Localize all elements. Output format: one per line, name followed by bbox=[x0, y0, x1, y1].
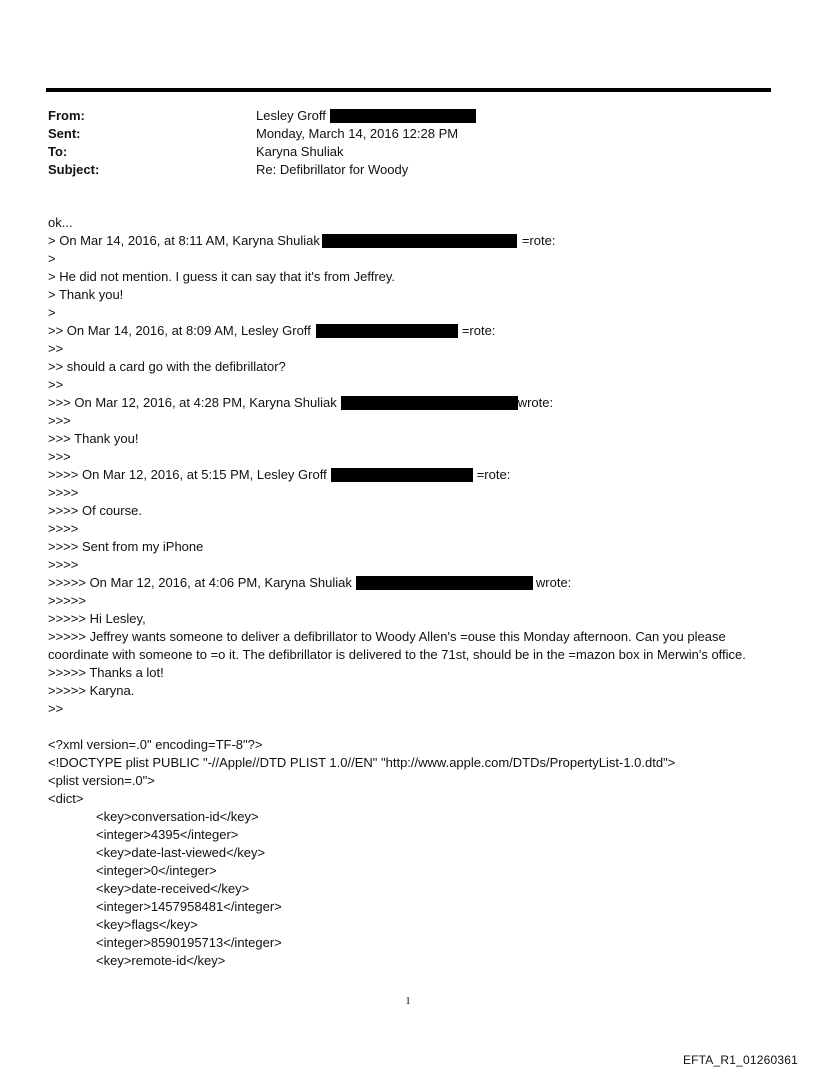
redaction-box bbox=[341, 396, 518, 410]
quote-header-line bbox=[48, 394, 768, 412]
quote-header-line bbox=[48, 466, 768, 484]
sent-value: Monday, March 14, 2016 12:28 PM bbox=[256, 126, 459, 141]
from-row bbox=[48, 107, 748, 125]
body-line: >> bbox=[48, 341, 64, 356]
body-line: > bbox=[48, 251, 56, 266]
body-line: > bbox=[48, 305, 56, 320]
xml-line: <!DOCTYPE plist PUBLIC "-//Apple//DTD PLIST 1.0//EN" "http://www.apple.com/DTDs/PropertyList-1.0.dtd"> bbox=[48, 755, 676, 770]
redaction-box bbox=[316, 324, 458, 338]
xml-line: <integer>0</integer> bbox=[96, 863, 217, 878]
subject-row bbox=[48, 161, 748, 179]
body-line: > He did not mention. I guess it can say that it's from Jeffrey. bbox=[48, 269, 396, 284]
quote-header-line bbox=[48, 574, 768, 592]
to-label: To: bbox=[48, 144, 68, 159]
redaction-box bbox=[330, 109, 476, 123]
to-row bbox=[48, 143, 748, 161]
xml-line: <?xml version=.0" encoding=TF-8"?> bbox=[48, 737, 263, 752]
subject-value: Re: Defibrillator for Woody bbox=[256, 162, 409, 177]
from-value bbox=[256, 107, 476, 125]
body-line: >>>>> Hi Lesley, bbox=[48, 611, 146, 626]
xml-line: <key>conversation-id</key> bbox=[96, 809, 259, 824]
quote-header-text: >>>>> On Mar 12, 2016, at 4:06 PM, Karyna Shuliak bbox=[48, 575, 352, 590]
quote-header-suffix: wrote: bbox=[535, 575, 572, 590]
body-line: >>>>> Karyna. bbox=[48, 683, 135, 698]
xml-line: <key>date-received</key> bbox=[96, 881, 250, 896]
quote-header-suffix: =rote: bbox=[521, 233, 556, 248]
header-rule bbox=[46, 88, 771, 92]
body-paragraph: >>>>> Jeffrey wants someone to deliver a defibrillator to Woody Allen's =ouse this Monday afternoon. Can you please coordinate with someone to =o it. The defibrillator is delivered to the 71st, should be in the =mazon box in Merwin's office. bbox=[48, 629, 746, 662]
body-line: >>>> bbox=[48, 557, 79, 572]
body-line: >>> bbox=[48, 449, 71, 464]
email-header bbox=[48, 107, 748, 179]
subject-label: Subject: bbox=[48, 162, 100, 177]
body-line: >>>> Sent from my iPhone bbox=[48, 539, 204, 554]
quote-header-suffix: =rote: bbox=[461, 323, 496, 338]
body-line: >>>> bbox=[48, 485, 79, 500]
quote-header-line bbox=[48, 232, 768, 250]
xml-line: <key>date-last-viewed</key> bbox=[96, 845, 266, 860]
quote-header-text: >>>> On Mar 12, 2016, at 5:15 PM, Lesley Groff bbox=[48, 467, 327, 482]
body-line: ok... bbox=[48, 215, 73, 230]
quote-header-text: > On Mar 14, 2016, at 8:11 AM, Karyna Shuliak bbox=[48, 233, 320, 248]
sent-row bbox=[48, 125, 748, 143]
quote-header-suffix: =rote: bbox=[476, 467, 511, 482]
sent-label: Sent: bbox=[48, 126, 81, 141]
xml-line: <integer>4395</integer> bbox=[96, 827, 239, 842]
to-value: Karyna Shuliak bbox=[256, 144, 344, 159]
body-line: >>> Thank you! bbox=[48, 431, 139, 446]
xml-line: <integer>1457958481</integer> bbox=[96, 899, 282, 914]
xml-line: <integer>8590195713</integer> bbox=[96, 935, 282, 950]
from-name: Lesley Groff bbox=[256, 108, 326, 123]
body-line: >>>>> Thanks a lot! bbox=[48, 665, 164, 680]
body-line: >>>> Of course. bbox=[48, 503, 142, 518]
body-line: >> should a card go with the defibrillator? bbox=[48, 359, 286, 374]
body-line: > Thank you! bbox=[48, 287, 124, 302]
body-line: >>>>> bbox=[48, 593, 86, 608]
redaction-box bbox=[331, 468, 473, 482]
body-line: >>>> bbox=[48, 521, 79, 536]
xml-line: <key>remote-id</key> bbox=[96, 953, 226, 968]
body-line: >> bbox=[48, 701, 64, 716]
email-body bbox=[48, 214, 768, 970]
page-number: 1 bbox=[405, 995, 411, 1007]
quote-header-text: >> On Mar 14, 2016, at 8:09 AM, Lesley Groff bbox=[48, 323, 311, 338]
quote-header-text: >>> On Mar 12, 2016, at 4:28 PM, Karyna Shuliak bbox=[48, 395, 337, 410]
quote-header-suffix: wrote: bbox=[517, 395, 554, 410]
xml-line: <key>flags</key> bbox=[96, 917, 198, 932]
blank-line bbox=[48, 718, 768, 736]
from-label: From: bbox=[48, 108, 85, 123]
xml-line: <dict> bbox=[48, 791, 84, 806]
redaction-box bbox=[356, 576, 533, 590]
body-line: >> bbox=[48, 377, 64, 392]
quote-header-line bbox=[48, 322, 768, 340]
xml-line: <plist version=.0"> bbox=[48, 773, 155, 788]
bates-number: EFTA_R1_01260361 bbox=[682, 1053, 798, 1067]
body-line: >>> bbox=[48, 413, 71, 428]
redaction-box bbox=[322, 234, 517, 248]
